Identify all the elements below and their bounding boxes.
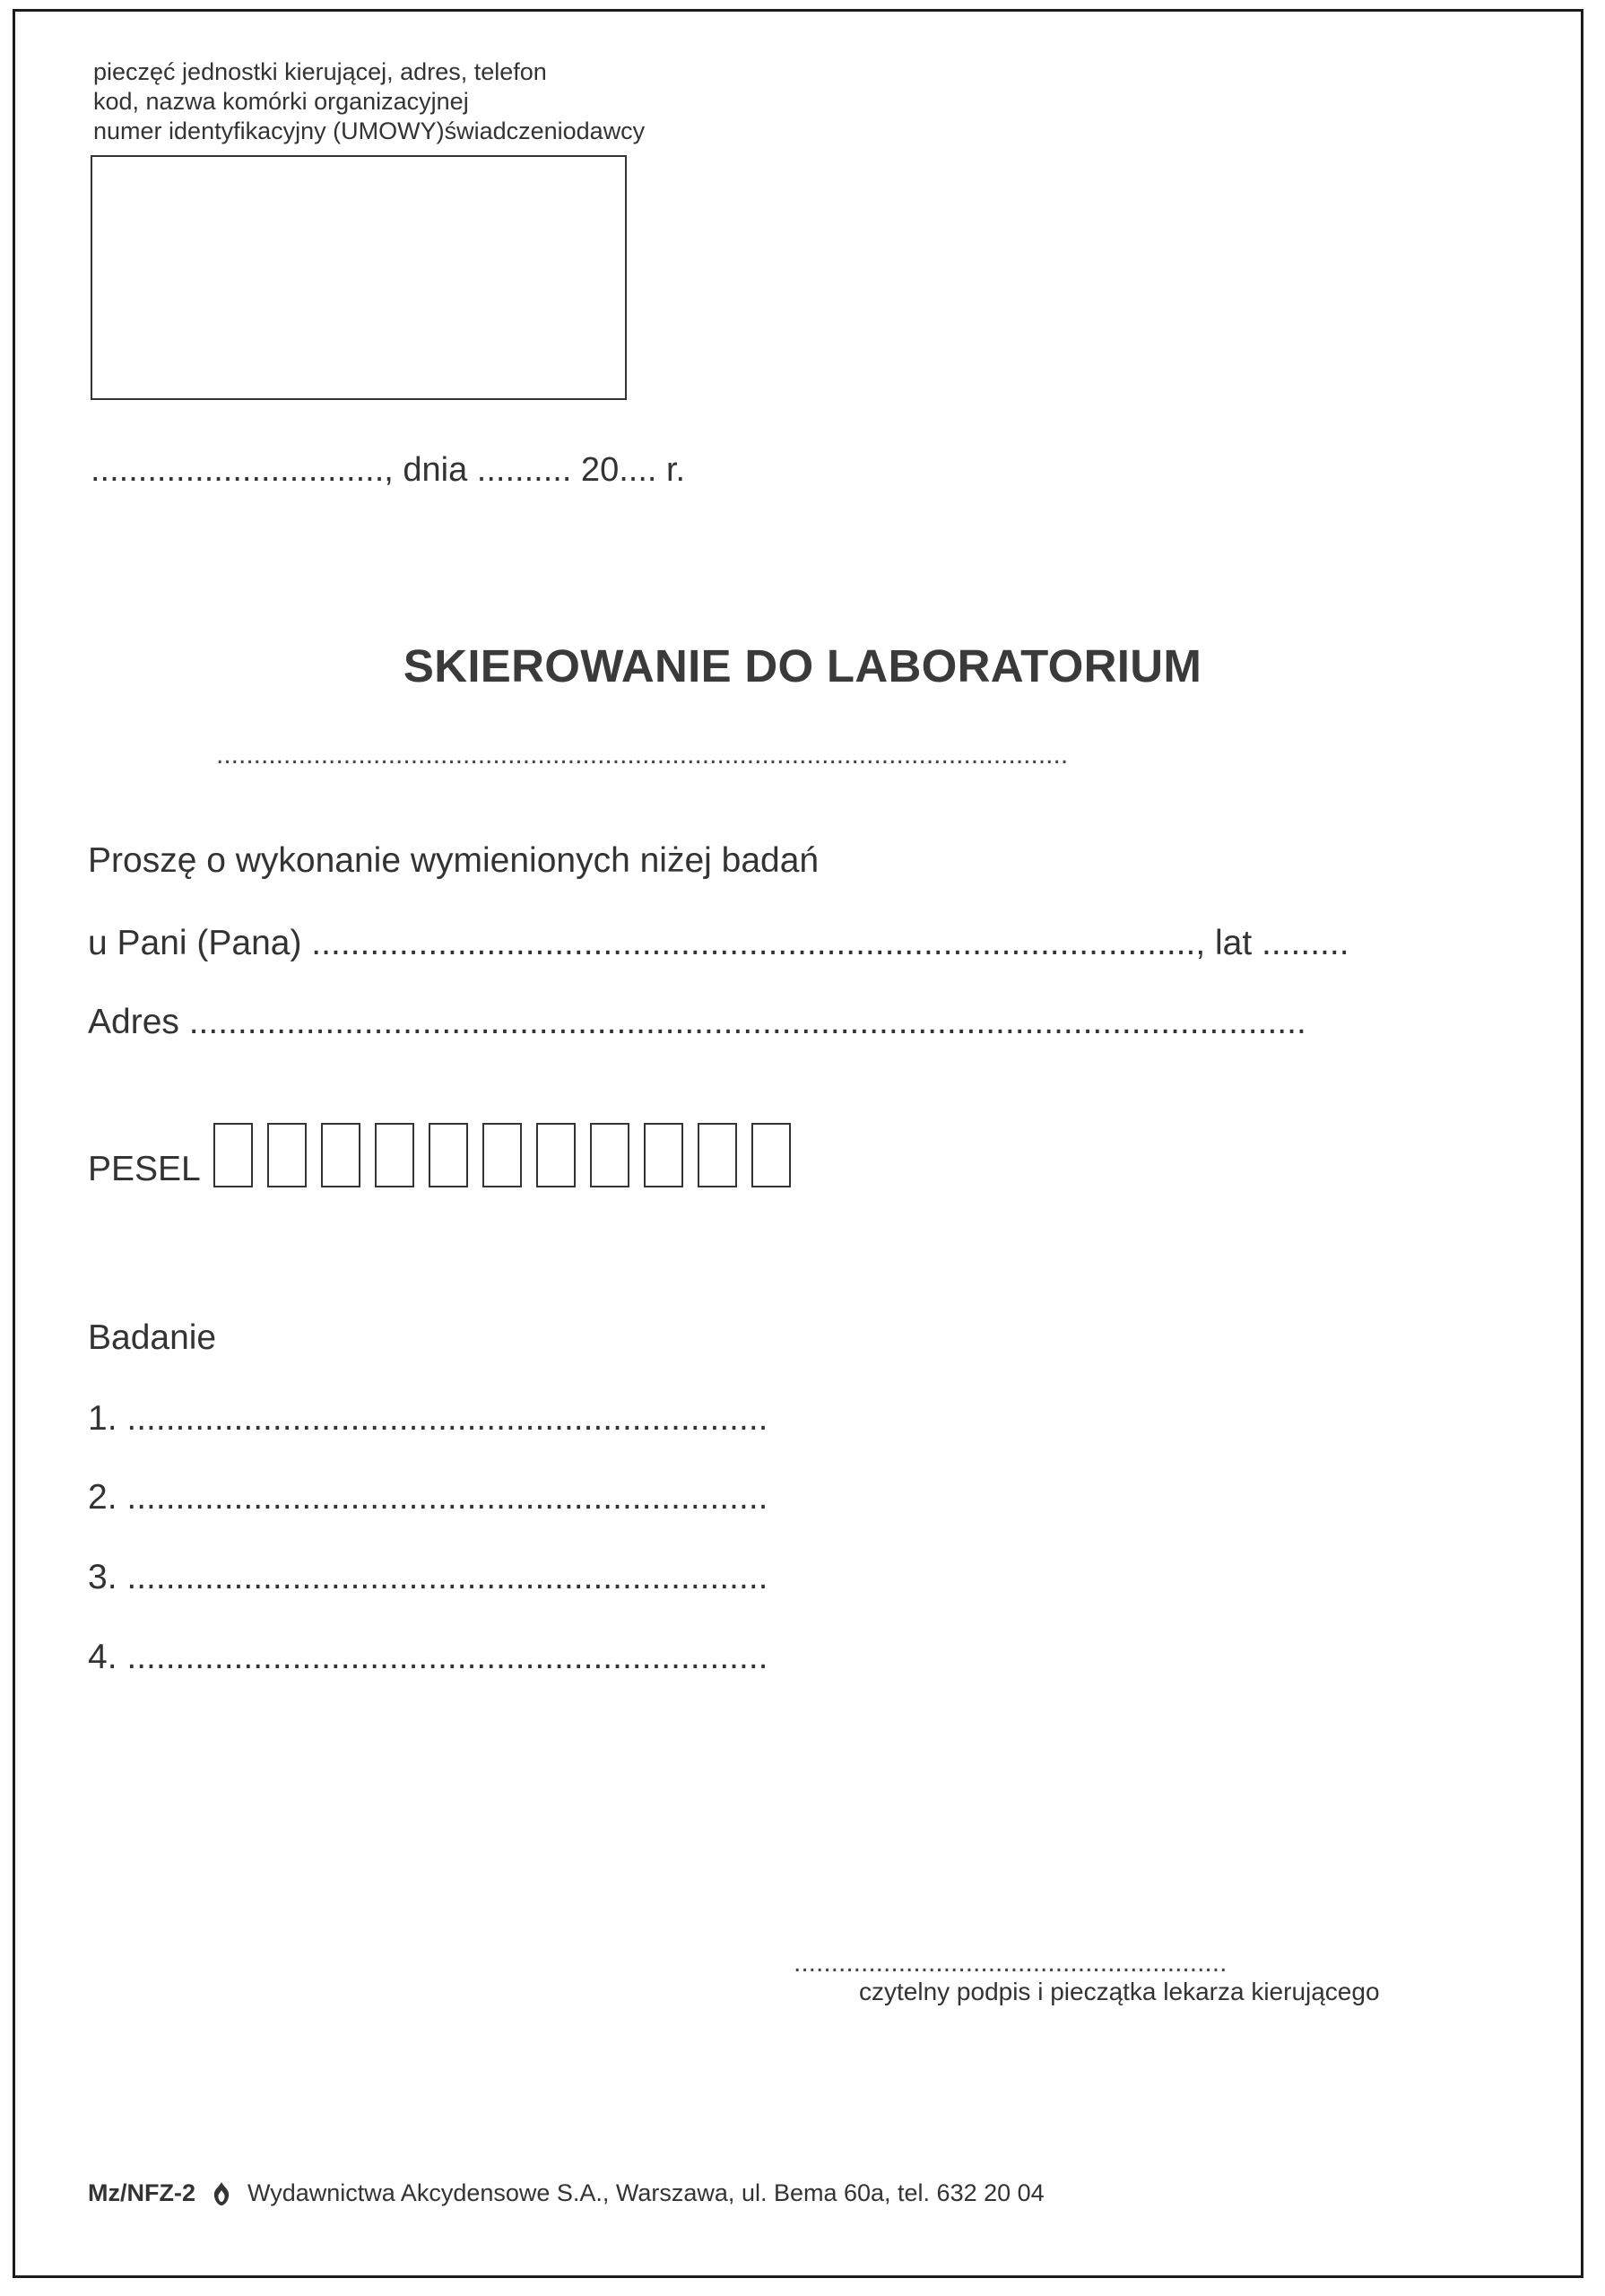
- stamp-caption-line-2: kod, nazwa komórki organizacyjnej: [93, 88, 469, 115]
- publisher-info: Wydawnictwa Akcydensowe S.A., Warszawa, ul. Bema 60a, tel. 632 20 04: [247, 2179, 1045, 2206]
- signature-caption: czytelny podpis i pieczątka lekarza kierującego: [859, 1978, 1380, 2005]
- pesel-digit-box[interactable]: [751, 1123, 791, 1187]
- stamp-caption: [93, 57, 645, 146]
- pesel-digit-box[interactable]: [321, 1123, 360, 1187]
- pesel-label: PESEL: [88, 1150, 201, 1188]
- laboratory-name-field[interactable]: ..................................................................................................................: [216, 740, 1069, 770]
- pesel-digit-box[interactable]: [536, 1123, 576, 1187]
- badanie-item-2[interactable]: 2. ..................................................................: [88, 1478, 768, 1517]
- form-code: Mz/NFZ-2: [88, 2179, 195, 2206]
- pesel-digit-box[interactable]: [698, 1123, 737, 1187]
- pesel-digit-box[interactable]: [375, 1123, 414, 1187]
- pesel-digit-box[interactable]: [590, 1123, 629, 1187]
- stamp-caption-line-3: numer identyfikacyjny (UMOWY)świadczeniodawcy: [93, 117, 646, 144]
- signature-field[interactable]: ..........................................................: [794, 1948, 1228, 1978]
- flame-logo-icon: [208, 2180, 235, 2207]
- pesel-digit-box[interactable]: [267, 1123, 307, 1187]
- pesel-row: [88, 1123, 805, 1187]
- footer: [88, 2179, 1045, 2207]
- badanie-item-3[interactable]: 3. ..................................................................: [88, 1558, 768, 1596]
- address-line[interactable]: Adres ...................................................................................................................: [88, 1003, 1306, 1041]
- stamp-box[interactable]: [91, 155, 627, 400]
- badanie-item-4[interactable]: 4. ..................................................................: [88, 1638, 768, 1676]
- badanie-item-1[interactable]: 1. ..................................................................: [88, 1399, 768, 1438]
- stamp-caption-line-1: pieczęć jednostki kierującej, adres, telefon: [93, 58, 547, 85]
- date-line[interactable]: ..............................., dnia .......... 20.... r.: [91, 451, 686, 489]
- request-line: Proszę o wykonanie wymienionych niżej badań: [88, 841, 820, 880]
- patient-line[interactable]: u Pani (Pana) ..........................................................................................., lat .........: [88, 924, 1349, 962]
- pesel-digit-box[interactable]: [429, 1123, 468, 1187]
- pesel-digit-box[interactable]: [644, 1123, 683, 1187]
- document-title: SKIEROWANIE DO LABORATORIUM: [403, 640, 1202, 691]
- pesel-digit-box[interactable]: [482, 1123, 522, 1187]
- pesel-digit-box[interactable]: [213, 1123, 253, 1187]
- pesel-boxes: [213, 1123, 805, 1187]
- badanie-label: Badanie: [88, 1318, 217, 1357]
